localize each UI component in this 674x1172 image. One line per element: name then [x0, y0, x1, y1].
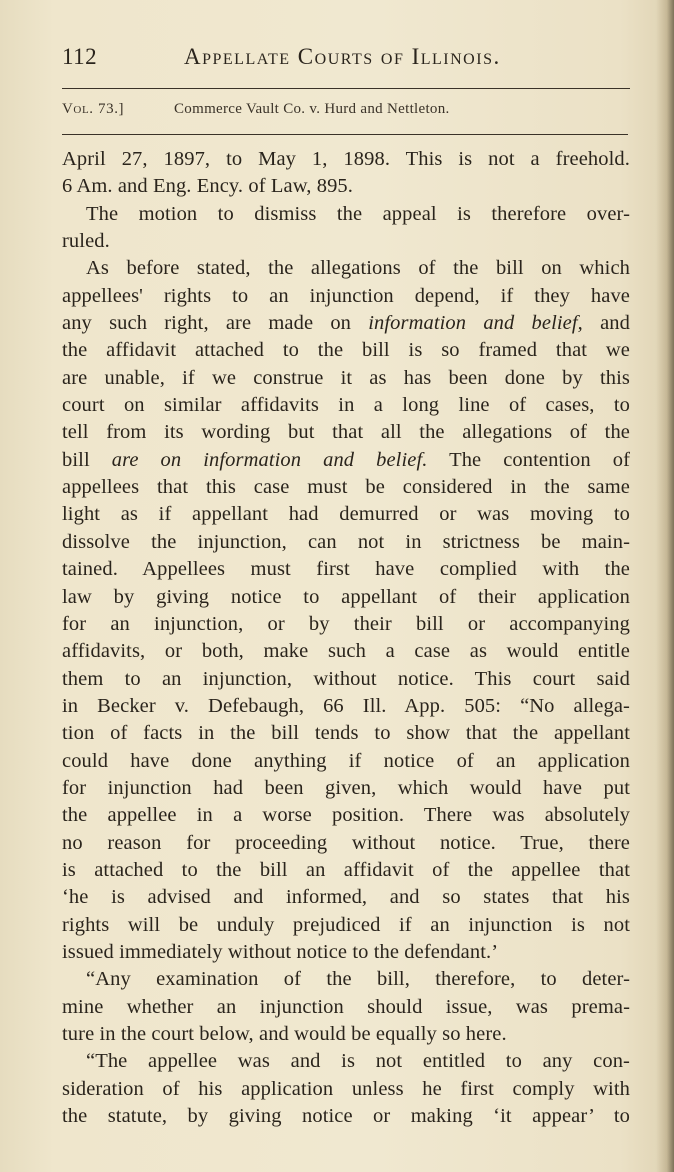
italic-phrase: information and belief, — [368, 312, 583, 335]
text-run: The contention of — [427, 448, 630, 471]
text-line: mine whether an injunction should issue, was prema- — [62, 995, 630, 1018]
text-line: the affidavit attached to the bill is so framed that we — [62, 339, 630, 362]
text-line: affidavits, or both, make such a case as would entitle — [62, 640, 630, 663]
running-head — [62, 44, 622, 78]
text-line: 6 Am. and Eng. Ency. of Law, 895. — [62, 175, 354, 198]
paragraph-start-line: “The appellee was and is not entitled to any con- — [86, 1050, 630, 1073]
text-line: tell from its wording but that all the allegations of the — [62, 421, 630, 444]
text-line: for an injunction, or by their bill or accompanying — [62, 612, 630, 635]
text-line: are unable, if we construe it as has been done by this — [62, 366, 630, 389]
italic-phrase: are on information and belief. — [111, 448, 428, 471]
text-run: and — [582, 312, 630, 335]
text-line: dissolve the injunction, can not in strictness be main- — [62, 530, 630, 553]
text-line: appellees that this case must be considered in the same — [62, 476, 630, 499]
text-line — [62, 310, 630, 337]
text-run: any such right, are made on — [62, 312, 369, 335]
text-line: April 27, 1897, to May 1, 1898. This is not a freehold. — [62, 148, 630, 170]
case-title: Commerce Vault Co. v. Hurd and Nettleton. — [174, 101, 450, 117]
text-line: rights will be unduly prejudiced if an injunction is not — [62, 913, 630, 936]
case-header — [62, 101, 628, 127]
text-line: light as if appellant had demurred or was moving to — [62, 503, 630, 526]
text-line: court on similar affidavits in a long line of cases, to — [62, 394, 630, 417]
text-line: no reason for proceeding without notice. True, there — [62, 831, 630, 854]
text-line — [62, 447, 630, 474]
text-line: ruled. — [62, 230, 110, 253]
text-line: for injunction had been given, which would have put — [62, 776, 630, 799]
paragraph-start-line: “Any examination of the bill, therefore, to deter- — [86, 968, 630, 991]
header-rule-top — [62, 88, 630, 89]
text-line: ture in the court below, and would be equally so here. — [62, 1023, 507, 1045]
text-line: issued immediately without notice to the defendant.’ — [62, 940, 499, 963]
text-line: them to an injunction, without notice. This court said — [62, 667, 630, 690]
text-line: in Becker v. Defebaugh, 66 Ill. App. 505: “No allega- — [62, 694, 630, 717]
header-rule-bottom — [62, 134, 628, 135]
text-line: appellees' rights to an injunction depend, if they have — [62, 284, 630, 307]
paragraph-start-line: As before stated, the allegations of the bill on which — [86, 257, 630, 280]
text-line: the appellee in a worse position. There was absolutely — [62, 804, 630, 827]
text-line: tion of facts in the bill tends to show that the appellant — [62, 722, 630, 745]
text-line: is attached to the bill an affidavit of the appellee that — [62, 858, 630, 881]
paragraph-start-line: The motion to dismiss the appeal is therefore over- — [86, 202, 630, 225]
text-line: tained. Appellees must first have complied with the — [62, 558, 630, 581]
text-run: bill — [62, 448, 112, 471]
volume-label: Vol. 73.] — [62, 101, 125, 117]
text-line: ‘he is advised and informed, and so states that his — [62, 886, 630, 909]
text-line: could have done anything if notice of an application — [62, 749, 630, 772]
text-line: law by giving notice to appellant of their application — [62, 585, 630, 608]
text-line: the statute, by giving notice or making ‘it appear’ to — [62, 1105, 630, 1128]
page-edge-shadow — [656, 0, 674, 1172]
opinion-text — [62, 146, 630, 1130]
text-line: sideration of his application unless he first comply with — [62, 1077, 630, 1100]
page-number: 112 — [62, 44, 98, 69]
running-title: Appellate Courts of Illinois. — [184, 44, 501, 69]
